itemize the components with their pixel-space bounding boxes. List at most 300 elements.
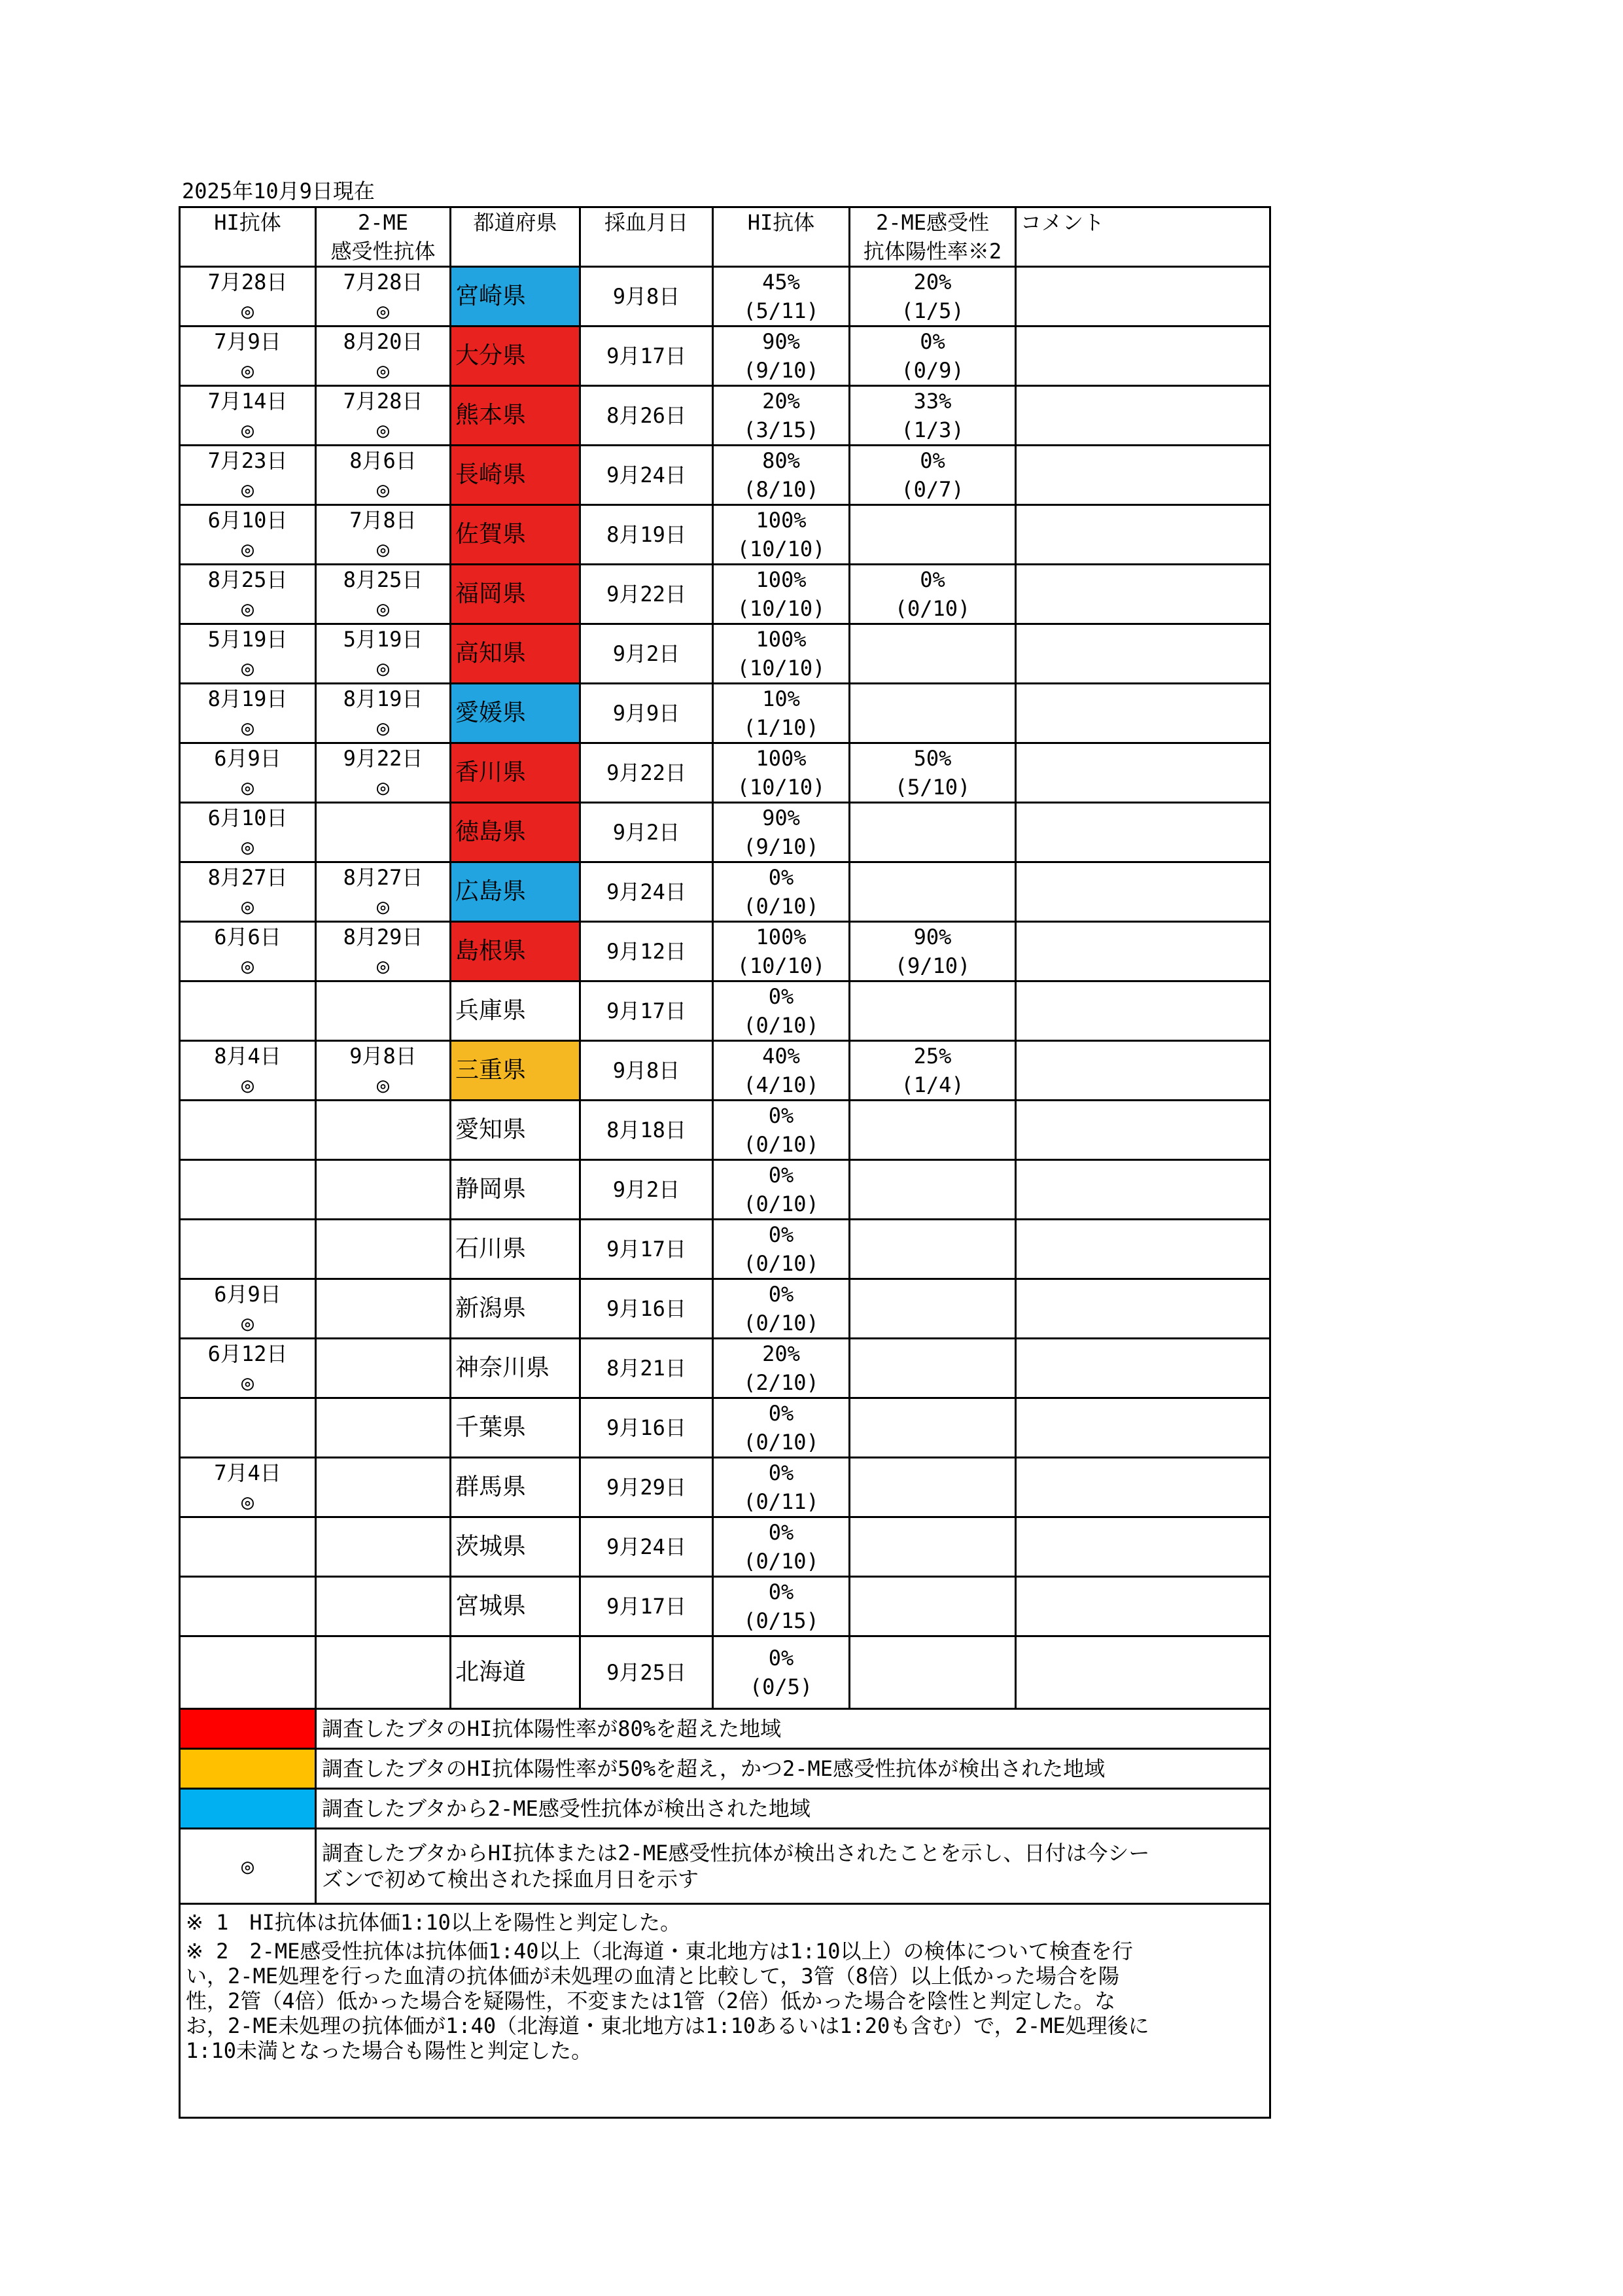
- hi-rate-cell: [713, 1220, 850, 1279]
- footnote-2-line: お，2-ME未処理の抗体価が1:40（北海道・東北地方は1:10あるいは1:20も含む）で，2-ME処理後に: [186, 2013, 1149, 2038]
- cell-text: (0/7): [901, 477, 964, 502]
- hi-first-detection-cell: [180, 981, 316, 1041]
- legend-text-blue: [316, 1789, 1270, 1829]
- cell-text: 20%: [762, 389, 800, 414]
- table-row: [180, 862, 1270, 922]
- cell-text: 100%: [756, 925, 807, 949]
- cell-text: 7月14日: [207, 389, 288, 414]
- cell-text: 9月8日: [612, 284, 680, 309]
- cell-text: 6月10日: [207, 508, 288, 533]
- cell-text: 33%: [913, 389, 952, 414]
- table-row: [180, 1517, 1270, 1577]
- comment-cell: [1016, 1339, 1270, 1398]
- cell-text: ◎: [241, 775, 254, 800]
- cell-text: (5/10): [894, 775, 971, 800]
- prefecture-cell: [451, 565, 580, 624]
- prefecture-cell: [451, 1101, 580, 1160]
- me-rate-cell: [850, 743, 1016, 803]
- footnote-2-line: 1:10未満となった場合も陽性と判定した。: [186, 2038, 593, 2063]
- me-rate-cell: [850, 1160, 1016, 1220]
- cell-text: 8月21日: [606, 1356, 686, 1381]
- prefecture-cell: [451, 684, 580, 743]
- cell-text: 6月10日: [207, 805, 288, 830]
- sampling-date-cell: [580, 743, 713, 803]
- hi-first-detection-cell: [180, 1636, 316, 1709]
- cell-text: 広島県: [455, 878, 527, 905]
- cell-text: 宮崎県: [455, 283, 527, 309]
- cell-text: 8月27日: [207, 865, 288, 890]
- cell-text: ◎: [376, 894, 390, 919]
- me-first-detection-cell: [316, 624, 451, 684]
- comment-cell: [1016, 1458, 1270, 1517]
- cell-text: 100%: [756, 567, 807, 592]
- cell-text: 9月17日: [606, 344, 686, 368]
- cell-text: 熊本県: [455, 402, 527, 429]
- cell-text: 5月19日: [207, 627, 288, 652]
- prefecture-cell: [451, 1339, 580, 1398]
- comment-cell: [1016, 803, 1270, 862]
- sampling-date-cell: [580, 803, 713, 862]
- cell-text: 9月17日: [606, 1594, 686, 1619]
- me-first-detection-cell: [316, 1339, 451, 1398]
- cell-text: ◎: [241, 537, 254, 561]
- cell-text: 都道府県: [473, 210, 557, 235]
- comment-cell: [1016, 1220, 1270, 1279]
- me-first-detection-cell: [316, 386, 451, 446]
- header-me-antibody: [316, 207, 451, 267]
- cell-text: ◎: [376, 537, 390, 561]
- hi-first-detection-cell: [180, 327, 316, 386]
- cell-text: 0%: [768, 1460, 794, 1485]
- me-rate-cell: [850, 327, 1016, 386]
- cell-text: 7月28日: [343, 270, 423, 294]
- footnotes: [180, 1904, 1270, 2118]
- sampling-date-cell: [580, 862, 713, 922]
- cell-text: 北海道: [455, 1659, 527, 1686]
- sampling-date-cell: [580, 1398, 713, 1458]
- comment-cell: [1016, 981, 1270, 1041]
- me-rate-cell: [850, 624, 1016, 684]
- cell-text: ◎: [376, 1072, 390, 1097]
- cell-text: 8月19日: [207, 686, 288, 711]
- cell-text: (0/10): [743, 1311, 819, 1335]
- me-rate-cell: [850, 1339, 1016, 1398]
- cell-text: 90%: [762, 805, 800, 830]
- prefecture-cell: [451, 743, 580, 803]
- sampling-date-cell: [580, 1041, 713, 1101]
- cell-text: ◎: [376, 715, 390, 740]
- table-row: [180, 386, 1270, 446]
- comment-cell: [1016, 1577, 1270, 1636]
- cell-text: (9/10): [743, 834, 819, 859]
- cell-text: ◎: [241, 834, 254, 859]
- cell-text: 9月17日: [606, 998, 686, 1023]
- me-first-detection-cell: [316, 505, 451, 565]
- prefecture-cell: [451, 981, 580, 1041]
- hi-rate-cell: [713, 1636, 850, 1709]
- me-rate-cell: [850, 981, 1016, 1041]
- cell-text: 徳島県: [455, 819, 527, 845]
- hi-rate-cell: [713, 624, 850, 684]
- cell-text: (10/10): [737, 656, 826, 680]
- sampling-date-cell: [580, 1636, 713, 1709]
- comment-cell: [1016, 1398, 1270, 1458]
- cell-text: 5月19日: [343, 627, 423, 652]
- cell-text: (0/11): [743, 1489, 819, 1514]
- cell-text: HI抗体: [214, 210, 281, 235]
- table-row: [180, 743, 1270, 803]
- hi-first-detection-cell: [180, 1517, 316, 1577]
- hi-rate-cell: [713, 1041, 850, 1101]
- cell-text: ◎: [376, 298, 390, 323]
- cell-text: ◎: [376, 417, 390, 442]
- me-rate-cell: [850, 862, 1016, 922]
- hi-rate-cell: [713, 267, 850, 327]
- cell-text: 佐賀県: [455, 521, 527, 548]
- me-first-detection-cell: [316, 1041, 451, 1101]
- comment-cell: [1016, 743, 1270, 803]
- cell-text: 40%: [762, 1044, 800, 1069]
- hi-rate-cell: [713, 1458, 850, 1517]
- legend-row: [180, 1789, 1270, 1829]
- hi-first-detection-cell: [180, 1577, 316, 1636]
- header-sampling-date: [580, 207, 713, 267]
- me-first-detection-cell: [316, 267, 451, 327]
- cell-text: 愛媛県: [455, 699, 527, 726]
- hi-rate-cell: [713, 565, 850, 624]
- cell-text: (0/10): [743, 1549, 819, 1574]
- cell-text: ◎: [241, 358, 254, 383]
- cell-text: コメント: [1021, 210, 1105, 235]
- cell-text: 調査したブタからHI抗体または2-ME感受性抗体が検出されたことを示し、日付は今シー: [322, 1841, 1150, 1865]
- cell-text: (2/10): [743, 1370, 819, 1395]
- hi-first-detection-cell: [180, 1101, 316, 1160]
- prefecture-cell: [451, 1517, 580, 1577]
- hi-first-detection-cell: [180, 922, 316, 981]
- me-rate-cell: [850, 1220, 1016, 1279]
- cell-text: 7月28日: [207, 270, 288, 294]
- prefecture-cell: [451, 624, 580, 684]
- me-first-detection-cell: [316, 1636, 451, 1709]
- hi-first-detection-cell: [180, 1041, 316, 1101]
- cell-text: ◎: [376, 775, 390, 800]
- cell-text: ◎: [241, 1489, 254, 1514]
- sampling-date-cell: [580, 981, 713, 1041]
- comment-cell: [1016, 1517, 1270, 1577]
- hi-first-detection-cell: [180, 803, 316, 862]
- me-first-detection-cell: [316, 684, 451, 743]
- me-rate-cell: [850, 1517, 1016, 1577]
- table-row: [180, 922, 1270, 981]
- hi-rate-cell: [713, 743, 850, 803]
- cell-text: (0/10): [743, 894, 819, 919]
- survey-table: [179, 206, 1271, 2119]
- cell-text: 0%: [768, 1520, 794, 1545]
- cell-text: ◎: [241, 656, 254, 680]
- prefecture-cell: [451, 267, 580, 327]
- hi-rate-cell: [713, 1398, 850, 1458]
- cell-text: 10%: [762, 686, 800, 711]
- me-first-detection-cell: [316, 1220, 451, 1279]
- cell-text: 25%: [913, 1044, 952, 1069]
- cell-text: (10/10): [737, 953, 826, 978]
- hi-rate-cell: [713, 1339, 850, 1398]
- cell-text: 90%: [913, 925, 952, 949]
- cell-text: (0/9): [901, 358, 964, 383]
- hi-rate-cell: [713, 386, 850, 446]
- cell-text: (10/10): [737, 537, 826, 561]
- sampling-date-cell: [580, 1101, 713, 1160]
- legend-text-orange: [316, 1749, 1270, 1789]
- sampling-date-cell: [580, 267, 713, 327]
- sampling-date-cell: [580, 624, 713, 684]
- hi-first-detection-cell: [180, 1220, 316, 1279]
- cell-text: 20%: [762, 1341, 800, 1366]
- sampling-date-cell: [580, 684, 713, 743]
- comment-cell: [1016, 684, 1270, 743]
- cell-text: 愛知県: [455, 1116, 527, 1143]
- cell-text: 0%: [920, 448, 945, 473]
- hi-rate-cell: [713, 981, 850, 1041]
- me-rate-cell: [850, 922, 1016, 981]
- cell-text: 9月8日: [612, 1058, 680, 1083]
- cell-text: (0/10): [894, 596, 971, 621]
- sampling-date-cell: [580, 446, 713, 505]
- cell-text: (8/10): [743, 477, 819, 502]
- cell-text: 抗体陽性率※2: [863, 239, 1002, 264]
- header-hi-rate: [713, 207, 850, 267]
- comment-cell: [1016, 505, 1270, 565]
- cell-text: 6月12日: [207, 1341, 288, 1366]
- cell-text: 8月4日: [214, 1044, 281, 1069]
- table-row: [180, 1398, 1270, 1458]
- hi-rate-cell: [713, 684, 850, 743]
- comment-cell: [1016, 446, 1270, 505]
- me-first-detection-cell: [316, 1517, 451, 1577]
- cell-text: 7月9日: [214, 329, 281, 354]
- legend-row: [180, 1829, 1270, 1904]
- cell-text: 9月24日: [606, 1534, 686, 1559]
- cell-text: 千葉県: [455, 1414, 527, 1441]
- hi-rate-cell: [713, 862, 850, 922]
- cell-text: (0/10): [743, 1192, 819, 1216]
- sampling-date-cell: [580, 1279, 713, 1339]
- cell-text: 大分県: [455, 342, 527, 369]
- cell-text: 9月22日: [606, 760, 686, 785]
- cell-text: 8月20日: [343, 329, 423, 354]
- me-rate-cell: [850, 1101, 1016, 1160]
- cell-text: 高知県: [455, 640, 527, 667]
- header-me-rate: [850, 207, 1016, 267]
- cell-text: ◎: [241, 1072, 254, 1097]
- cell-text: (1/4): [901, 1072, 964, 1097]
- prefecture-cell: [451, 1160, 580, 1220]
- cell-text: ◎: [376, 656, 390, 680]
- me-first-detection-cell: [316, 1101, 451, 1160]
- hi-first-detection-cell: [180, 446, 316, 505]
- prefecture-cell: [451, 327, 580, 386]
- cell-text: ◎: [376, 953, 390, 978]
- hi-rate-cell: [713, 1279, 850, 1339]
- cell-text: 9月2日: [612, 820, 680, 845]
- comment-cell: [1016, 327, 1270, 386]
- table-row: [180, 267, 1270, 327]
- table-row: [180, 803, 1270, 862]
- cell-text: ◎: [376, 477, 390, 502]
- table-row: [180, 1339, 1270, 1398]
- cell-text: 0%: [920, 329, 945, 354]
- hi-first-detection-cell: [180, 743, 316, 803]
- hi-first-detection-cell: [180, 684, 316, 743]
- sampling-date-cell: [580, 1577, 713, 1636]
- sampling-date-cell: [580, 1458, 713, 1517]
- prefecture-cell: [451, 1220, 580, 1279]
- cell-text: 福岡県: [455, 580, 527, 607]
- prefecture-cell: [451, 922, 580, 981]
- me-first-detection-cell: [316, 1458, 451, 1517]
- hi-rate-cell: [713, 1517, 850, 1577]
- me-rate-cell: [850, 505, 1016, 565]
- footnote-2-line: ※ 2 2-ME感受性抗体は抗体価1:40以上（北海道・東北地方は1:10以上）の検体について検査を行: [186, 1939, 1133, 1964]
- cell-text: ◎: [241, 1311, 254, 1335]
- cell-text: 50%: [913, 746, 952, 771]
- me-rate-cell: [850, 1636, 1016, 1709]
- cell-text: 2-ME: [357, 210, 409, 235]
- cell-text: 9月24日: [606, 463, 686, 487]
- me-first-detection-cell: [316, 1279, 451, 1339]
- cell-text: 新潟県: [455, 1295, 527, 1322]
- cell-text: (1/10): [743, 715, 819, 740]
- table-row: [180, 505, 1270, 565]
- cell-text: 9月16日: [606, 1415, 686, 1440]
- me-rate-cell: [850, 1041, 1016, 1101]
- legend-text-mark: [316, 1829, 1270, 1904]
- table-row: [180, 327, 1270, 386]
- header-prefecture: [451, 207, 580, 267]
- me-first-detection-cell: [316, 1398, 451, 1458]
- cell-text: 20%: [913, 270, 952, 294]
- cell-text: 感受性抗体: [330, 239, 436, 264]
- cell-text: 0%: [768, 865, 794, 890]
- cell-text: 調査したブタのHI抗体陽性率が80%を超えた地域: [322, 1716, 782, 1741]
- comment-cell: [1016, 1636, 1270, 1709]
- cell-text: 7月8日: [349, 508, 417, 533]
- cell-text: 9月22日: [343, 746, 423, 771]
- me-rate-cell: [850, 267, 1016, 327]
- me-first-detection-cell: [316, 446, 451, 505]
- hi-rate-cell: [713, 327, 850, 386]
- table-row: [180, 446, 1270, 505]
- cell-text: 8月27日: [343, 865, 423, 890]
- hi-first-detection-cell: [180, 1339, 316, 1398]
- comment-cell: [1016, 1041, 1270, 1101]
- me-first-detection-cell: [316, 981, 451, 1041]
- sampling-date-cell: [580, 505, 713, 565]
- prefecture-cell: [451, 1636, 580, 1709]
- cell-text: 兵庫県: [455, 997, 527, 1024]
- cell-text: (0/10): [743, 1013, 819, 1038]
- sampling-date-cell: [580, 922, 713, 981]
- cell-text: (1/5): [901, 298, 964, 323]
- cell-text: 調査したブタのHI抗体陽性率が50%を超え，かつ2-ME感受性抗体が検出された地域: [322, 1756, 1106, 1781]
- legend-row: [180, 1709, 1270, 1749]
- cell-text: ズンで初めて検出された採血月日を示す: [322, 1867, 699, 1892]
- cell-text: 9月9日: [612, 701, 680, 726]
- prefecture-cell: [451, 386, 580, 446]
- table-row: [180, 1636, 1270, 1709]
- cell-text: 9月12日: [606, 939, 686, 964]
- hi-rate-cell: [713, 1160, 850, 1220]
- sampling-date-cell: [580, 565, 713, 624]
- me-rate-cell: [850, 1577, 1016, 1636]
- table-row: [180, 1279, 1270, 1339]
- table-row: [180, 565, 1270, 624]
- cell-text: (1/3): [901, 417, 964, 442]
- cell-text: ◎: [241, 477, 254, 502]
- hi-first-detection-cell: [180, 267, 316, 327]
- me-rate-cell: [850, 565, 1016, 624]
- cell-text: HI抗体: [747, 210, 815, 235]
- cell-text: 9月8日: [349, 1044, 417, 1069]
- table-row: [180, 1220, 1270, 1279]
- cell-text: 8月25日: [343, 567, 423, 592]
- cell-text: 調査したブタから2-ME感受性抗体が検出された地域: [322, 1796, 811, 1821]
- table-row: [180, 1577, 1270, 1636]
- me-rate-cell: [850, 1279, 1016, 1339]
- cell-text: 採血月日: [604, 210, 688, 235]
- footnote-2-line: 性，2管（4倍）低かった場合を疑陽性，不変または1管（2倍）低かった場合を陰性と判定した。な: [186, 1988, 1116, 2013]
- hi-first-detection-cell: [180, 565, 316, 624]
- comment-cell: [1016, 1279, 1270, 1339]
- me-first-detection-cell: [316, 803, 451, 862]
- cell-text: 9月24日: [606, 879, 686, 904]
- legend-swatch-orange: [180, 1749, 316, 1789]
- hi-rate-cell: [713, 446, 850, 505]
- prefecture-cell: [451, 803, 580, 862]
- cell-text: ◎: [376, 596, 390, 621]
- cell-text: 2-ME感受性: [875, 210, 990, 235]
- header-comment: [1016, 207, 1270, 267]
- cell-text: 茨城県: [455, 1533, 527, 1560]
- cell-text: 神奈川県: [455, 1354, 550, 1381]
- cell-text: 90%: [762, 329, 800, 354]
- me-first-detection-cell: [316, 327, 451, 386]
- cell-text: 0%: [768, 1401, 794, 1426]
- cell-text: 0%: [768, 1222, 794, 1247]
- cell-text: 0%: [768, 1646, 794, 1670]
- cell-text: ◎: [241, 953, 254, 978]
- table-row: [180, 1101, 1270, 1160]
- cell-text: ◎: [241, 715, 254, 740]
- cell-text: 0%: [768, 1580, 794, 1604]
- me-rate-cell: [850, 446, 1016, 505]
- cell-text: 80%: [762, 448, 800, 473]
- legend-swatch-blue: [180, 1789, 316, 1829]
- cell-text: 7月28日: [343, 389, 423, 414]
- hi-first-detection-cell: [180, 505, 316, 565]
- comment-cell: [1016, 624, 1270, 684]
- footnote-2-line: い，2-ME処理を行った血清の抗体価が未処理の血清と比較して，3管（8倍）以上低かった場合を陽: [186, 1964, 1119, 1988]
- hi-first-detection-cell: [180, 386, 316, 446]
- table-row: [180, 1041, 1270, 1101]
- cell-text: 8月29日: [343, 925, 423, 949]
- prefecture-cell: [451, 862, 580, 922]
- me-rate-cell: [850, 1458, 1016, 1517]
- prefecture-cell: [451, 1041, 580, 1101]
- comment-cell: [1016, 922, 1270, 981]
- legend-mark-symbol: [180, 1829, 316, 1904]
- cell-text: (9/10): [743, 358, 819, 383]
